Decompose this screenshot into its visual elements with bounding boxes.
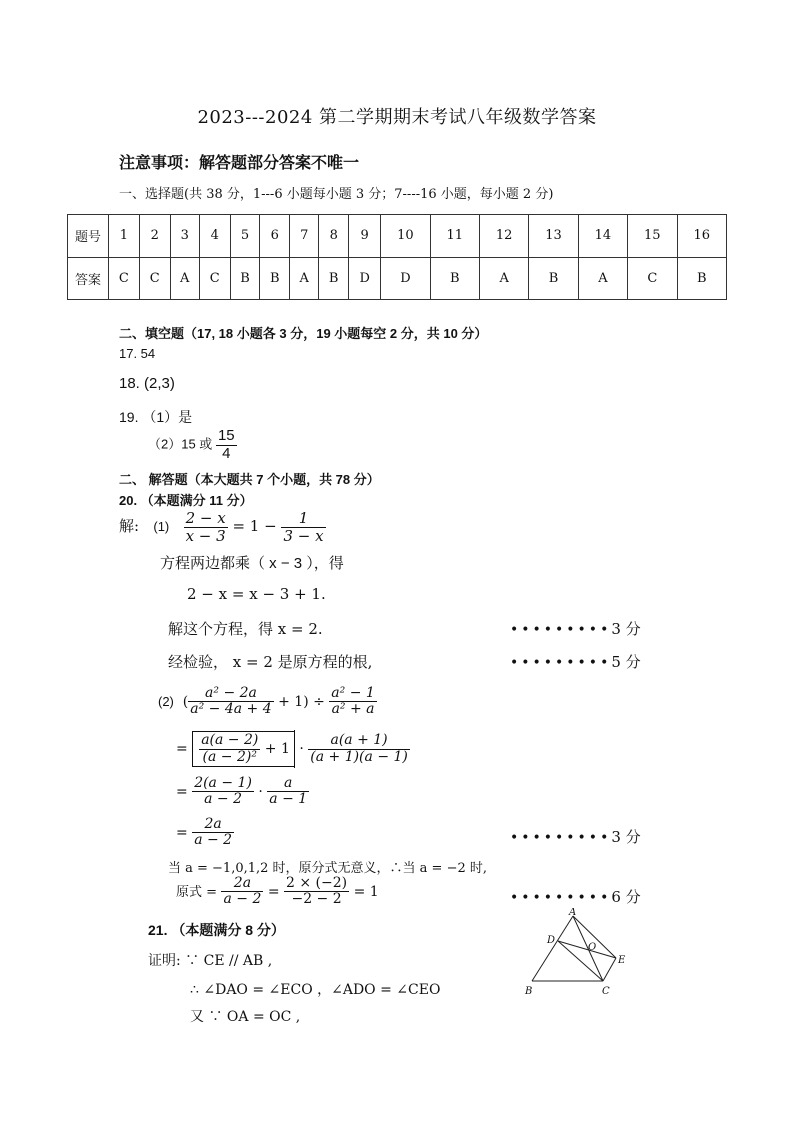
question-number-cell: 8 [319,215,349,258]
triangle-figure [520,908,630,1000]
segment-dc [558,941,603,981]
fraction: $\frac{2(a - 1)}{a - 2}$ [194,775,252,808]
fraction-15-over-4 [216,428,237,462]
answer-cell: B [677,257,727,300]
fraction: $\frac{a(a + 1)}{(a + 1)(a - 1)}$ [310,732,408,765]
question-number-cell: 6 [260,215,290,258]
q20-step3: 解这个方程，得 x = 2. [168,620,323,638]
section-fill-heading: 二、填空题（17, 18 小题各 3 分，19 小题每空 2 分，共 10 分） [119,326,488,341]
answer-cell: B [260,257,290,300]
q20-result: 原式 = $\frac{2a}{a - 2}$ = $\frac{2 \times (-2)}{-2 - 2}$ = 1 [176,875,379,908]
question-number-cell: 14 [578,215,627,258]
score-3: 3 分 [611,620,641,638]
answer-cell: C [139,257,170,300]
answer-19-2 [148,428,237,462]
answer-table [67,214,727,300]
fraction: $\frac{2a}{a - 2}$ [194,816,233,849]
part-label: (1) [153,519,170,534]
table-row-questions [68,215,727,258]
label-e: E [618,955,626,966]
q21-line1: 证明: ∵ CE // AB , [148,953,273,969]
numerator: 15 [217,427,235,444]
question-number-cell: 12 [480,215,529,258]
denominator: 4 [222,444,231,462]
q21-line2: ∴ ∠DAO = ∠ECO ，∠ADO = ∠CEO [190,982,441,998]
score-5: 5 分 [611,653,641,671]
question-number-cell: 3 [170,215,199,258]
question-number-cell: 5 [230,215,260,258]
question-number-cell: 2 [139,215,170,258]
part-label: (2) [158,693,174,709]
fraction: $\frac{\text{a² − 2a}}{\text{a² − 4a + 4}}$ [190,685,272,718]
label-o: O [588,942,597,953]
label-d: D [547,935,556,946]
answer-cell: B [230,257,260,300]
fraction: $\frac{a}{a - 1}$ [269,775,308,808]
fraction: $\frac{\text{a² − 1}}{\text{a² + a}}$ [331,685,375,718]
answer-cell: C [628,257,677,300]
q20-part2-line3: = $\frac{2(a - 1)}{a - 2}$ · $\frac{a}{a - 1}$ [176,775,308,808]
operator: + 1) ÷ [278,693,325,710]
answer-cell: B [319,257,349,300]
solution-label: 解: [119,517,140,535]
score-6: 6 分 [611,888,641,906]
answer-cell: A [290,257,319,300]
result-end: = 1 [353,883,379,900]
question-number-cell: 13 [529,215,578,258]
page-title: 2023---2024 第二学期期末考试八年级数学答案 [197,107,597,128]
question-number-cell: 1 [109,215,140,258]
result-label: 原式 = [176,884,218,900]
question-number-cell: 9 [349,215,381,258]
q20-heading: 20. （本题满分 11 分） [119,493,253,508]
answer-19-2-prefix: （2）15 或 [148,436,213,452]
fraction: $\frac{1}{3 - x}$ [283,509,324,545]
score-line: •••••••••3 分 [510,620,641,638]
q20-part1-equation [119,510,326,544]
score-3b: 3 分 [611,828,641,846]
bracket: $\frac{a(a - 2)}{\text{(a − 2)²}}$ + 1 [192,731,294,767]
section-choice-heading: 一、选择题(共 38 分，1---6 小题每小题 3 分；7----16 小题，每小题 2 分) [119,187,554,202]
q20-step4: 经检验， x = 2 是原方程的根, [168,653,373,671]
score-line: •••••••••3 分 [510,828,641,846]
q20-step2: 2 − x = x − 3 + 1. [187,585,326,603]
question-number-cell: 16 [677,215,727,258]
section-solution-heading: 二、 解答题（本大题共 7 个小题，共 78 分） [119,472,380,487]
question-number-cell: 15 [628,215,677,258]
q21-line3: 又 ∵ OA = OC , [190,1009,301,1025]
label-c: C [602,986,610,997]
score-line: •••••••••6 分 [510,888,641,906]
answer-cell: C [109,257,140,300]
question-number-cell: 11 [430,215,479,258]
row-header-answer: 答案 [68,257,109,300]
notice-heading: 注意事项：解答题部分答案不唯一 [119,153,360,172]
segment-ce [603,958,616,981]
equation-mid: = 1 − [232,517,277,535]
question-number-cell: 4 [199,215,230,258]
answer-cell: D [381,257,430,300]
question-number-cell: 7 [290,215,319,258]
answer-cell: D [349,257,381,300]
table-row-answers [68,257,727,300]
fraction: $\frac{2a}{a - 2}$ [223,875,262,908]
label-b: B [525,986,533,997]
fraction: $\frac{2 - x}{x - 3}$ [185,509,226,545]
answer-19-1: 19. （1）是 [119,409,193,425]
answer-cell: A [578,257,627,300]
q21-heading: 21. （本题满分 8 分） [148,922,285,938]
answer-cell: B [430,257,479,300]
score-line: •••••••••5 分 [510,653,641,671]
q20-condition: 当 a = −1,0,1,2 时，原分式无意义，∴当 a = −2 时, [168,861,488,876]
q20-part2-line1: (2) ( $\frac{\text{a² − 2a}}{\text{a² − 4a + 4}}$ + 1) ÷ $\frac{\text{a² − 1}}{\text{a² + a}}$ [158,685,375,718]
answer-18: 18. (2,3) [119,375,175,392]
question-number-cell: 10 [381,215,430,258]
fraction: $\frac{2 \times (-2)}{-2 - 2}$ [286,875,348,908]
q20-part2-line2: = $\frac{a(a - 2)}{\text{(a − 2)²}}$ + 1 · $\frac{a(a + 1)}{(a + 1)(a - 1)}$ [176,730,410,768]
answer-17: 17. 54 [119,346,156,361]
answer-cell: C [199,257,230,300]
q20-part2-line4: = $\frac{2a}{a - 2}$ [176,816,233,849]
label-a: A [569,908,577,918]
answer-cell: A [480,257,529,300]
answer-cell: B [529,257,578,300]
q20-step1: 方程两边都乘（ x − 3 ），得 [160,555,344,572]
row-header-question: 题号 [68,215,109,258]
answer-cell: A [170,257,199,300]
